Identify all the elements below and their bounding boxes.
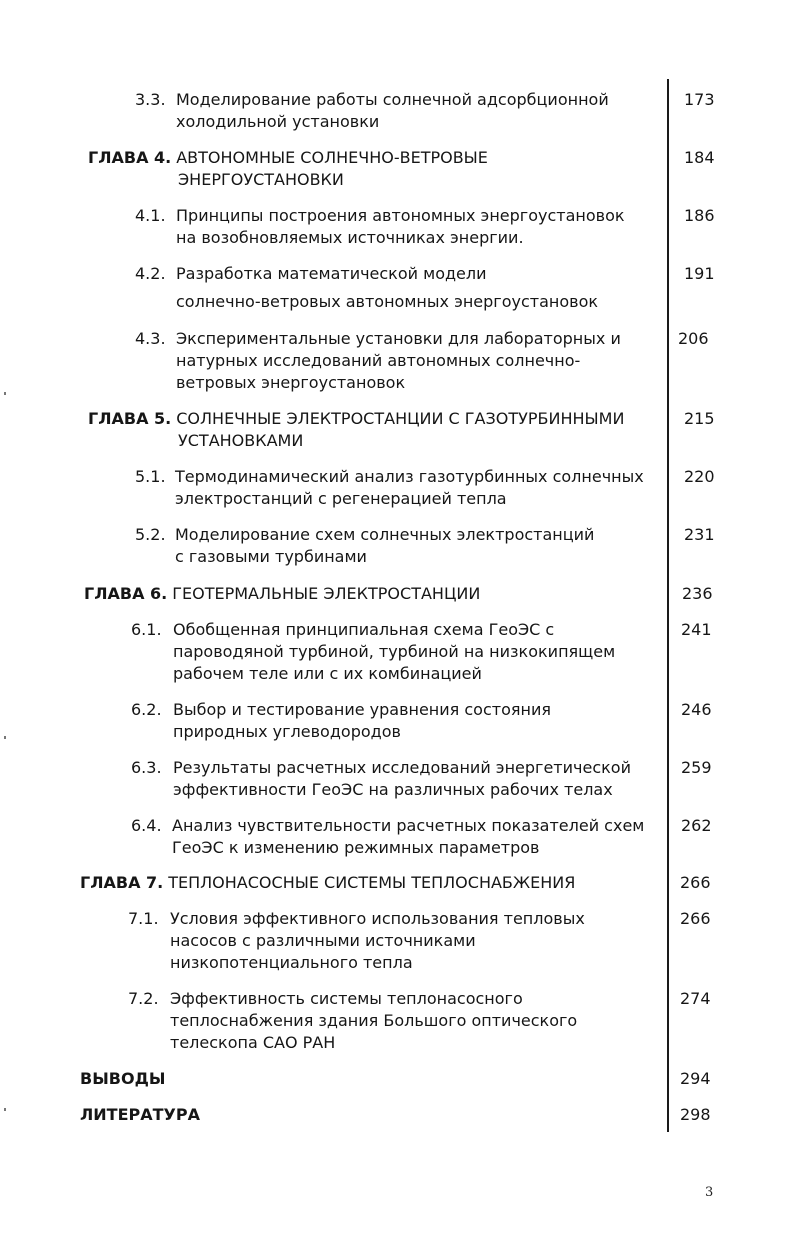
title-line: телескопа САО РАН (170, 1033, 336, 1052)
page-column-divider (667, 79, 669, 1132)
title-line: Экспериментальные установки для лабораторных и (176, 329, 621, 348)
chapter-title (88, 408, 624, 452)
section-title (170, 908, 585, 974)
title-line: Условия эффективного использования тепловых (170, 909, 585, 928)
conclusions-title: ВЫВОДЫ (80, 1069, 166, 1088)
page-number: 3 (705, 1185, 714, 1200)
section-number: 6.4. (131, 816, 162, 835)
title-line: Результаты расчетных исследований энергетической (173, 758, 631, 777)
page-ref: 206 (678, 329, 709, 348)
title-line: ГеоЭС к изменению режимных параметров (172, 838, 540, 857)
page-ref: 236 (682, 584, 713, 603)
page-ref: 241 (681, 620, 712, 639)
section-title (176, 89, 609, 133)
title-line: Анализ чувствительности расчетных показателей схем (172, 816, 645, 835)
page-ref: 231 (684, 525, 715, 544)
title-line: Обобщенная принципиальная схема ГеоЭС с (173, 620, 555, 639)
chapter-label: ГЛАВА 7. (80, 873, 164, 892)
section-number: 5.1. (135, 467, 166, 486)
section-number: 3.3. (135, 90, 166, 109)
page-ref: 259 (681, 758, 712, 777)
title-line: натурных исследований автономных солнечно- (176, 351, 581, 370)
scan-speck (4, 1108, 6, 1111)
scan-speck (4, 736, 6, 739)
title-line: с газовыми турбинами (175, 547, 367, 566)
title-line: Эффективность системы теплонасосного (170, 989, 523, 1008)
page-ref: 186 (684, 206, 715, 225)
section-title (176, 263, 598, 313)
section-title (176, 328, 621, 394)
title-line: холодильной установки (176, 112, 380, 131)
page-ref: 184 (684, 148, 715, 167)
title-line: Моделирование работы солнечной адсорбционной (176, 90, 609, 109)
page-ref: 246 (681, 700, 712, 719)
title-line: Выбор и тестирование уравнения состояния (173, 700, 551, 719)
section-title (173, 699, 551, 743)
title-line: ТЕПЛОНАСОСНЫЕ СИСТЕМЫ ТЕПЛОСНАБЖЕНИЯ (168, 873, 576, 892)
title-line: теплоснабжения здания Большого оптического (170, 1011, 578, 1030)
page-ref: 266 (680, 909, 711, 928)
title-line: Термодинамический анализ газотурбинных солнечных (175, 467, 644, 486)
title-line: Разработка математической модели (176, 264, 487, 283)
section-number: 6.2. (131, 700, 162, 719)
section-number: 4.1. (135, 206, 166, 225)
page-ref: 191 (684, 264, 715, 283)
page-ref: 262 (681, 816, 712, 835)
section-number: 4.2. (135, 264, 166, 283)
section-number: 4.3. (135, 329, 166, 348)
title-line: УСТАНОВКАМИ (178, 431, 304, 450)
page-ref: 294 (680, 1069, 711, 1088)
title-line: Принципы построения автономных энергоустановок (176, 206, 625, 225)
chapter-title (88, 147, 488, 191)
title-line: природных углеводородов (173, 722, 401, 741)
title-line: на возобновляемых источниках энергии. (176, 228, 524, 247)
section-title (170, 988, 577, 1054)
section-title (176, 205, 625, 249)
title-line: СОЛНЕЧНЫЕ ЭЛЕКТРОСТАНЦИИ С ГАЗОТУРБИННЫМИ (176, 409, 625, 428)
chapter-label: ГЛАВА 5. (88, 409, 172, 428)
chapter-title (80, 872, 575, 894)
chapter-label: ГЛАВА 6. (84, 584, 168, 603)
chapter-title (84, 583, 480, 605)
chapter-label: ГЛАВА 4. (88, 148, 172, 167)
title-line: ЭНЕРГОУСТАНОВКИ (178, 170, 344, 189)
section-number: 7.1. (128, 909, 159, 928)
page-ref: 173 (684, 90, 715, 109)
title-line: пароводяной турбиной, турбиной на низкокипящем (173, 642, 616, 661)
title-line: рабочем теле или с их комбинацией (173, 664, 482, 683)
section-number: 7.2. (128, 989, 159, 1008)
section-number: 6.3. (131, 758, 162, 777)
page-ref: 274 (680, 989, 711, 1008)
section-title (173, 619, 615, 685)
section-number: 6.1. (131, 620, 162, 639)
scan-speck (4, 392, 6, 395)
section-title (175, 466, 644, 510)
page-ref: 266 (680, 873, 711, 892)
title-line: насосов с различными источниками (170, 931, 476, 950)
title-line: эффективности ГеоЭС на различных рабочих телах (173, 780, 613, 799)
title-line: ветровых энергоустановок (176, 373, 406, 392)
title-line: низкопотенциального тепла (170, 953, 413, 972)
title-line: электростанций с регенерацией тепла (175, 489, 507, 508)
section-title (172, 815, 644, 859)
section-title (173, 757, 631, 801)
page-ref: 298 (680, 1105, 711, 1124)
references-title: ЛИТЕРАТУРА (80, 1105, 200, 1124)
page-ref: 220 (684, 467, 715, 486)
title-line: солнечно-ветровых автономных энергоустановок (176, 292, 599, 311)
title-line: АВТОНОМНЫЕ СОЛНЕЧНО-ВЕТРОВЫЕ (176, 148, 488, 167)
title-line: Моделирование схем солнечных электростанций (175, 525, 595, 544)
section-title (175, 524, 594, 568)
section-number: 5.2. (135, 525, 166, 544)
page-ref: 215 (684, 409, 715, 428)
title-line: ГЕОТЕРМАЛЬНЫЕ ЭЛЕКТРОСТАНЦИИ (172, 584, 481, 603)
